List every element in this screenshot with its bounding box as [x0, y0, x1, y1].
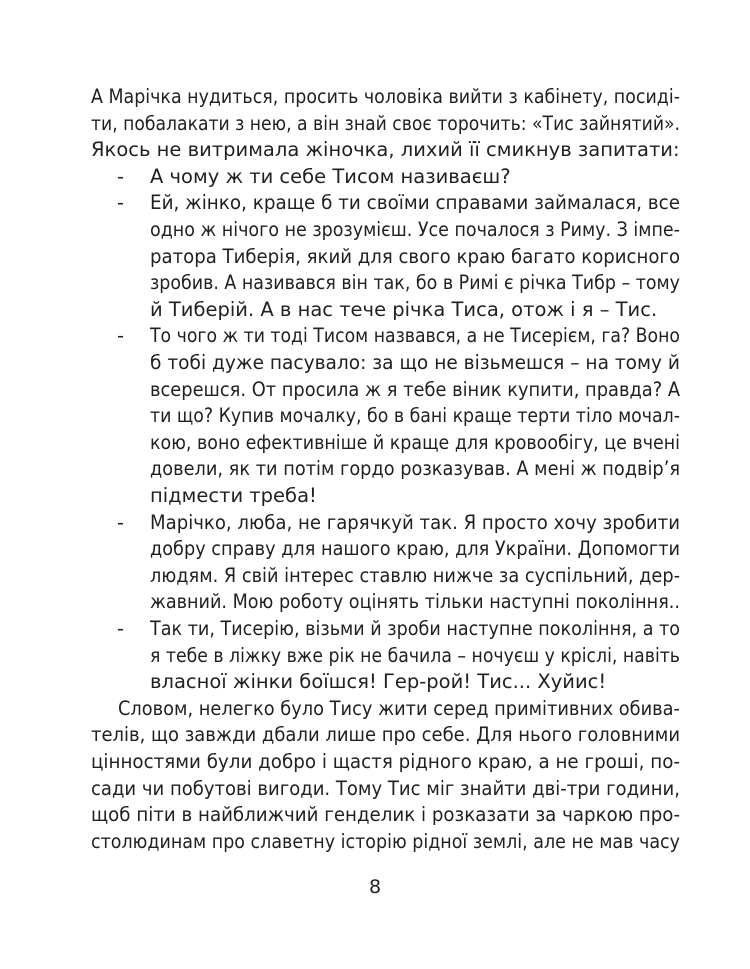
- text-line: й Тиберій. А в нас тече річка Тиса, отож і я – Тис.: [150, 298, 658, 321]
- text-line: ратора Тиберія, який для свого краю багато корисного: [150, 245, 681, 268]
- text-line: жавний. Мою роботу оцінять тільки наступні покоління..: [150, 590, 680, 613]
- text-line: А Марічка нудиться, просить чоловіка вийти з кабінету, посиді-: [91, 85, 680, 108]
- text-line: сади чи побутові вигоди. Тому Тис міг знайти дві-три години,: [91, 777, 680, 800]
- dialogue-dash: -: [117, 165, 125, 188]
- text-line: телів, що завжди дбали лише про себе. Для нього головними: [91, 723, 681, 746]
- page-number: 8: [368, 876, 382, 898]
- text-line: Так ти, Тисерію, візьми й зроби наступне покоління, а то: [150, 617, 681, 640]
- text-line: цінностями були добро і щастя рідного краю, а не гроші, по-: [91, 750, 680, 773]
- text-line: Ей, жінко, краще б ти своїми справами займалася, все: [150, 191, 680, 214]
- dialogue-dash: -: [117, 191, 125, 214]
- dialogue-dash: -: [117, 511, 125, 534]
- text-line: зробив. А називався він так, бо в Римі є річка Тибр – тому: [150, 271, 680, 294]
- text-line: добру справу для нашого краю, для України. Допомогти: [150, 537, 681, 560]
- text-line: ти, побалакати з нею, а він знай своє торочить: «Тис зайнятий».: [91, 112, 681, 135]
- text-line: власної жінки боїшся! Гер-рой! Тис... Хуйис!: [150, 670, 607, 693]
- text-line: столюдинам про славетну історію рідної землі, але не мав часу: [91, 830, 681, 853]
- text-line: довели, як ти потім гордо розказував. А мені ж подвір’я: [150, 457, 681, 480]
- text-line: Марічко, люба, не гарячкуй так. Я просто хочу зробити: [150, 511, 680, 534]
- text-line: То чого ж ти тоді Тисом назвався, а не Тисерієм, га? Воно: [150, 324, 680, 347]
- text-line: я тебе в ліжку вже рік не бачила – ночуєш у кріслі, навіть: [150, 644, 680, 667]
- text-line: кою, воно ефективніше й краще для кровообігу, це вчені: [150, 431, 681, 454]
- text-line: Якось не витримала жіночка, лихий її смикнув запитати:: [91, 138, 680, 161]
- text-line: щоб піти в найближчий генделик і розказати за чаркою про-: [91, 803, 681, 826]
- text-line: підмести треба!: [150, 484, 317, 507]
- dialogue-dash: -: [117, 324, 125, 347]
- text-line: А чому ж ти себе Тисом називаєш?: [150, 165, 511, 188]
- text-line: ти що? Купив мочалку, бо в бані краще терти тіло мочал-: [150, 404, 681, 427]
- dialogue-dash: -: [117, 617, 125, 640]
- text-line: б тобі дуже пасувало: за що не візьмешся – на тому й: [150, 351, 680, 374]
- text-line: Словом, нелегко було Тису жити серед примітивних обива-: [118, 697, 680, 720]
- text-line: всерешся. От просила ж я тебе віник купити, правда? А: [150, 378, 681, 401]
- text-line: людям. Я свій інтерес ставлю нижче за суспільний, дер-: [150, 564, 680, 587]
- text-line: одно ж нічого не зрозумієш. Усе почалося з Риму. З імпе-: [150, 218, 680, 241]
